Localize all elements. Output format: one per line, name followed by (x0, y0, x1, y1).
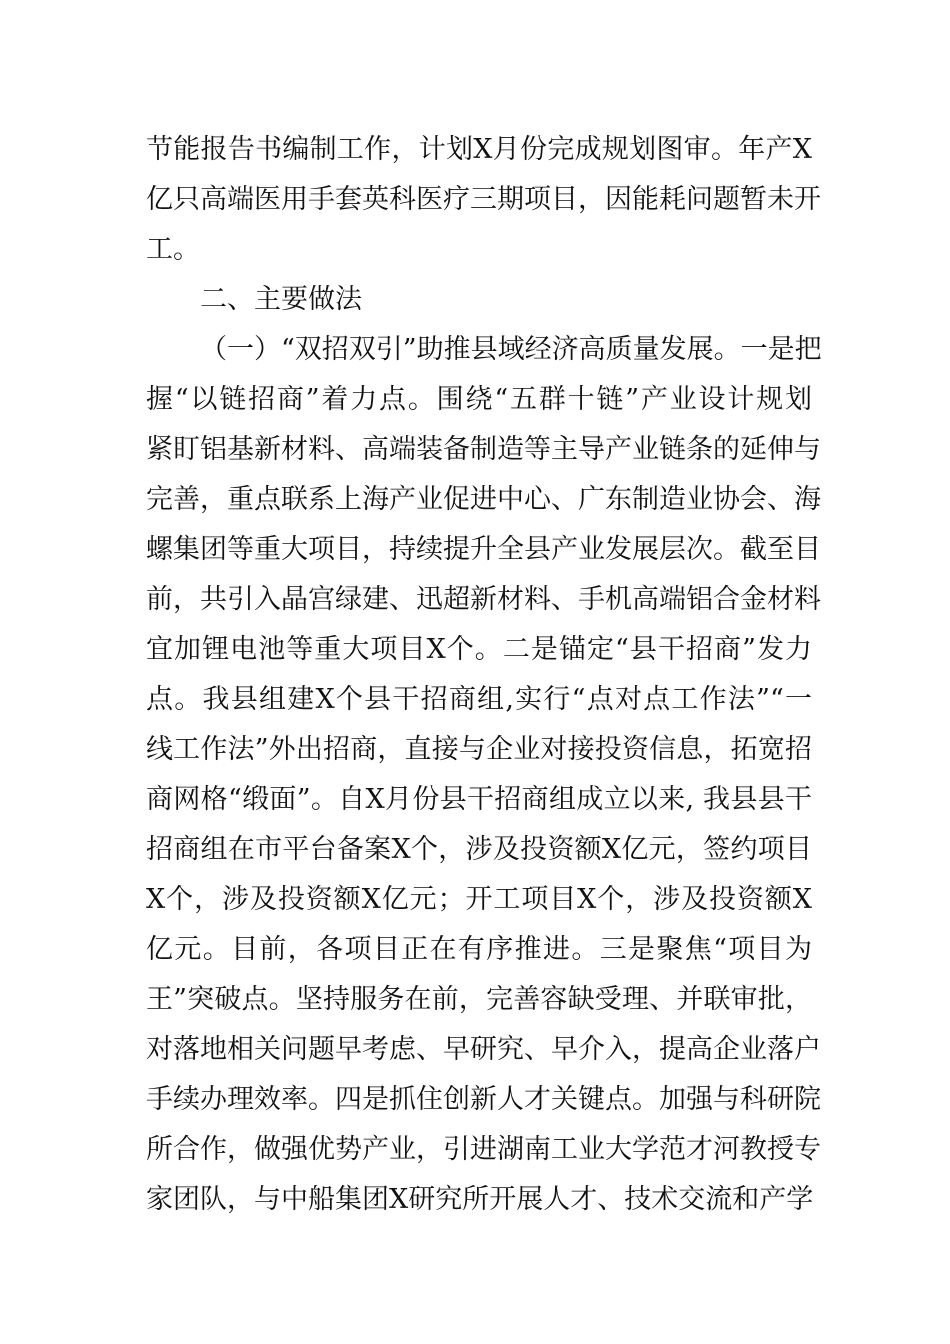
text-line-7: 紧盯铝基新材料、高端装备制造等主导产业链条的延伸与 (146, 434, 821, 465)
section-heading: 二、主要做法 (200, 284, 362, 315)
text-line-3: 工。 (146, 234, 200, 265)
text-line-13: 线工作法”外出招商，直接与企业对接投资信息，拓宽招 (146, 734, 812, 765)
text-line-6: 握“以链招商”着力点。围绕“五群十链”产业设计规划 (146, 384, 812, 415)
text-line-12: 点。我县组建X个县干招商组,实行“点对点工作法”“一 (146, 684, 812, 715)
text-line-10: 前，共引入晶宫绿建、迅超新材料、手机高端铝合金材料 (146, 584, 821, 615)
text-line-2: 亿只高端医用手套英科医疗三期项目，因能耗问题暂未开 (146, 184, 821, 215)
text-line-16: X个，涉及投资额X亿元；开工项目X个，涉及投资额X (146, 884, 812, 915)
text-line-14: 商网格“缎面”。自X月份县干招商组成立以来, 我县县干 (146, 784, 812, 815)
text-line-8: 完善，重点联系上海产业促进中心、广东制造业协会、海 (146, 484, 821, 515)
text-line-18: 王”突破点。坚持服务在前，完善容缺受理、并联审批， (146, 984, 812, 1015)
text-line-22: 家团队，与中船集团X研究所开展人才、技术交流和产学 (146, 1184, 814, 1215)
text-line-9: 螺集团等重大项目，持续提升全县产业发展层次。截至目 (146, 534, 821, 565)
text-line-19: 对落地相关问题早考虑、早研究、早介入，提高企业落户 (146, 1034, 821, 1065)
text-line-5: （一）“双招双引”助推县域经济高质量发展。一是把 (200, 334, 822, 365)
text-line-17: 亿元。目前，各项目正在有序推进。三是聚焦“项目为 (146, 934, 812, 965)
text-line-15: 招商组在市平台备案X个，涉及投资额X亿元，签约项目 (146, 834, 812, 865)
text-line-21: 所合作，做强优势产业，引进湖南工业大学范才河教授专 (146, 1134, 821, 1165)
text-line-1: 节能报告书编制工作，计划X月份完成规划图审。年产X (146, 134, 812, 165)
text-line-20: 手续办理效率。四是抓住创新人才关键点。加强与科研院 (146, 1084, 821, 1115)
text-line-11: 宜加锂电池等重大项目X个。二是锚定“县干招商”发力 (146, 634, 812, 665)
